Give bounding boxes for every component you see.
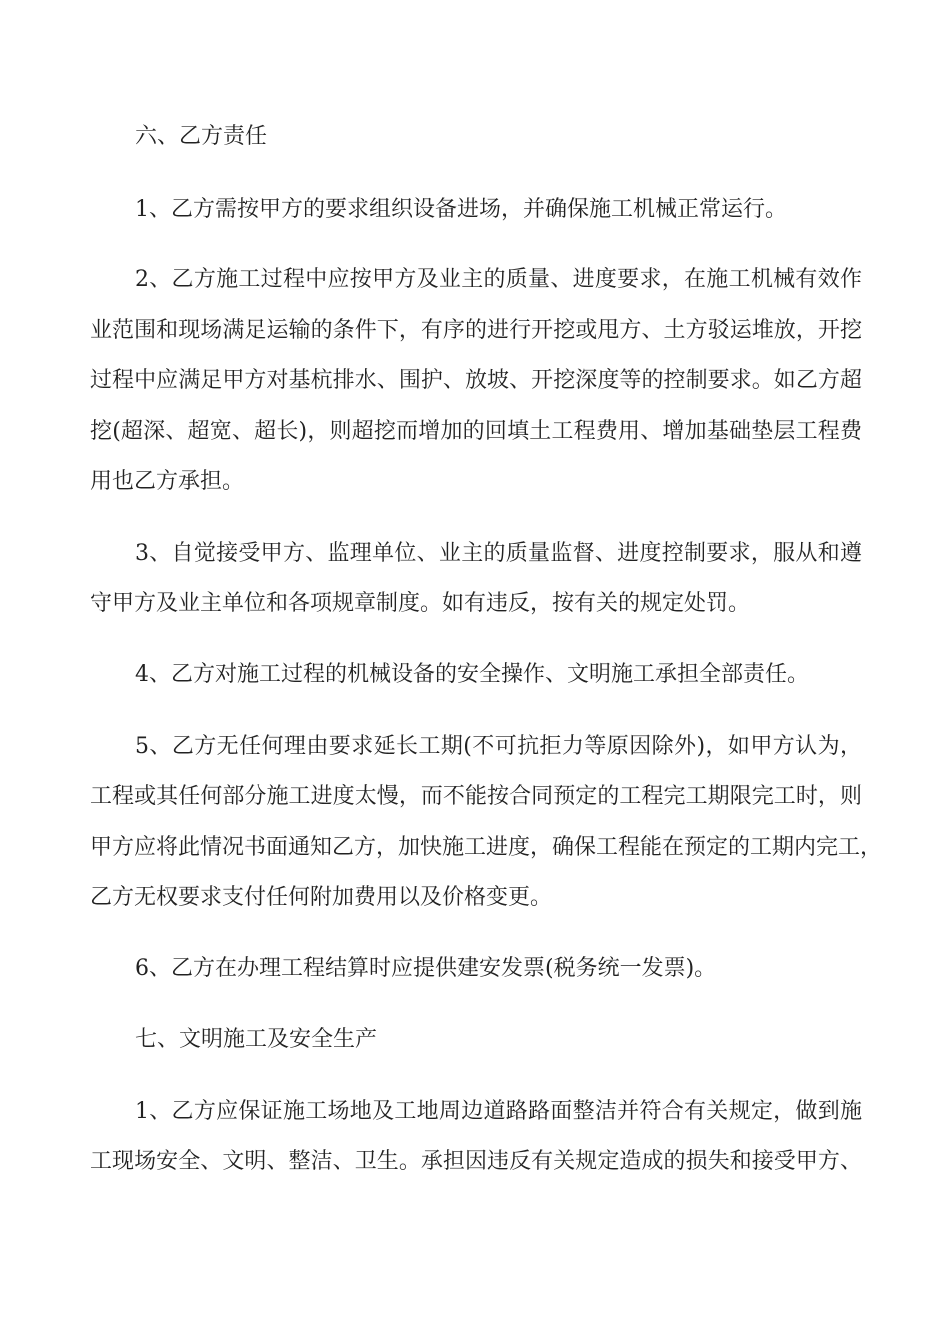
paragraph-6-3-line-1: 3、自觉接受甲方、监理单位、业主的质量监督、进度控制要求，服从和遵 bbox=[135, 541, 862, 566]
paragraph-7-1-line-1: 1、乙方应保证施工场地及工地周边道路路面整洁并符合有关规定，做到施 bbox=[135, 1099, 862, 1124]
paragraph-6-2-line-4: 挖(超深、超宽、超长)，则超挖而增加的回填土工程费用、增加基础垫层工程费 bbox=[90, 419, 862, 444]
paragraph-6-5-line-2: 工程或其任何部分施工进度太慢，而不能按合同预定的工程完工期限完工时，则 bbox=[90, 784, 862, 809]
paragraph-6-5-line-4: 乙方无权要求支付任何附加费用以及价格变更。 bbox=[90, 885, 553, 910]
paragraph-7-1-line-2: 工现场安全、文明、整洁、卫生。承担因违反有关规定造成的损失和接受甲方、 bbox=[90, 1149, 862, 1174]
paragraph-6-3-line-2: 守甲方及业主单位和各项规章制度。如有违反，按有关的规定处罚。 bbox=[90, 591, 751, 616]
paragraph-6-5-line-3: 甲方应将此情况书面通知乙方，加快施工进度，确保工程能在预定的工期内完工， bbox=[90, 835, 883, 860]
section-heading-six: 六、乙方责任 bbox=[135, 124, 268, 149]
paragraph-6-5-line-1: 5、乙方无任何理由要求延长工期(不可抗拒力等原因除外)，如甲方认为， bbox=[135, 734, 862, 759]
paragraph-6-1: 1、乙方需按甲方的要求组织设备进场，并确保施工机械正常运行。 bbox=[135, 197, 787, 222]
paragraph-6-4: 4、乙方对施工过程的机械设备的安全操作、文明施工承担全部责任。 bbox=[135, 662, 809, 687]
paragraph-6-2-line-5: 用也乙方承担。 bbox=[90, 469, 245, 494]
section-heading-seven: 七、文明施工及安全生产 bbox=[135, 1027, 378, 1052]
paragraph-6-2-line-1: 2、乙方施工过程中应按甲方及业主的质量、进度要求，在施工机械有效作 bbox=[135, 267, 862, 292]
paragraph-6-2-line-3: 过程中应满足甲方对基杭排水、围护、放坡、开挖深度等的控制要求。如乙方超 bbox=[90, 368, 862, 393]
paragraph-6-6: 6、乙方在办理工程结算时应提供建安发票(税务统一发票)。 bbox=[135, 956, 717, 981]
paragraph-6-2-line-2: 业范围和现场满足运输的条件下，有序的进行开挖或甩方、土方驳运堆放，开挖 bbox=[90, 318, 862, 343]
